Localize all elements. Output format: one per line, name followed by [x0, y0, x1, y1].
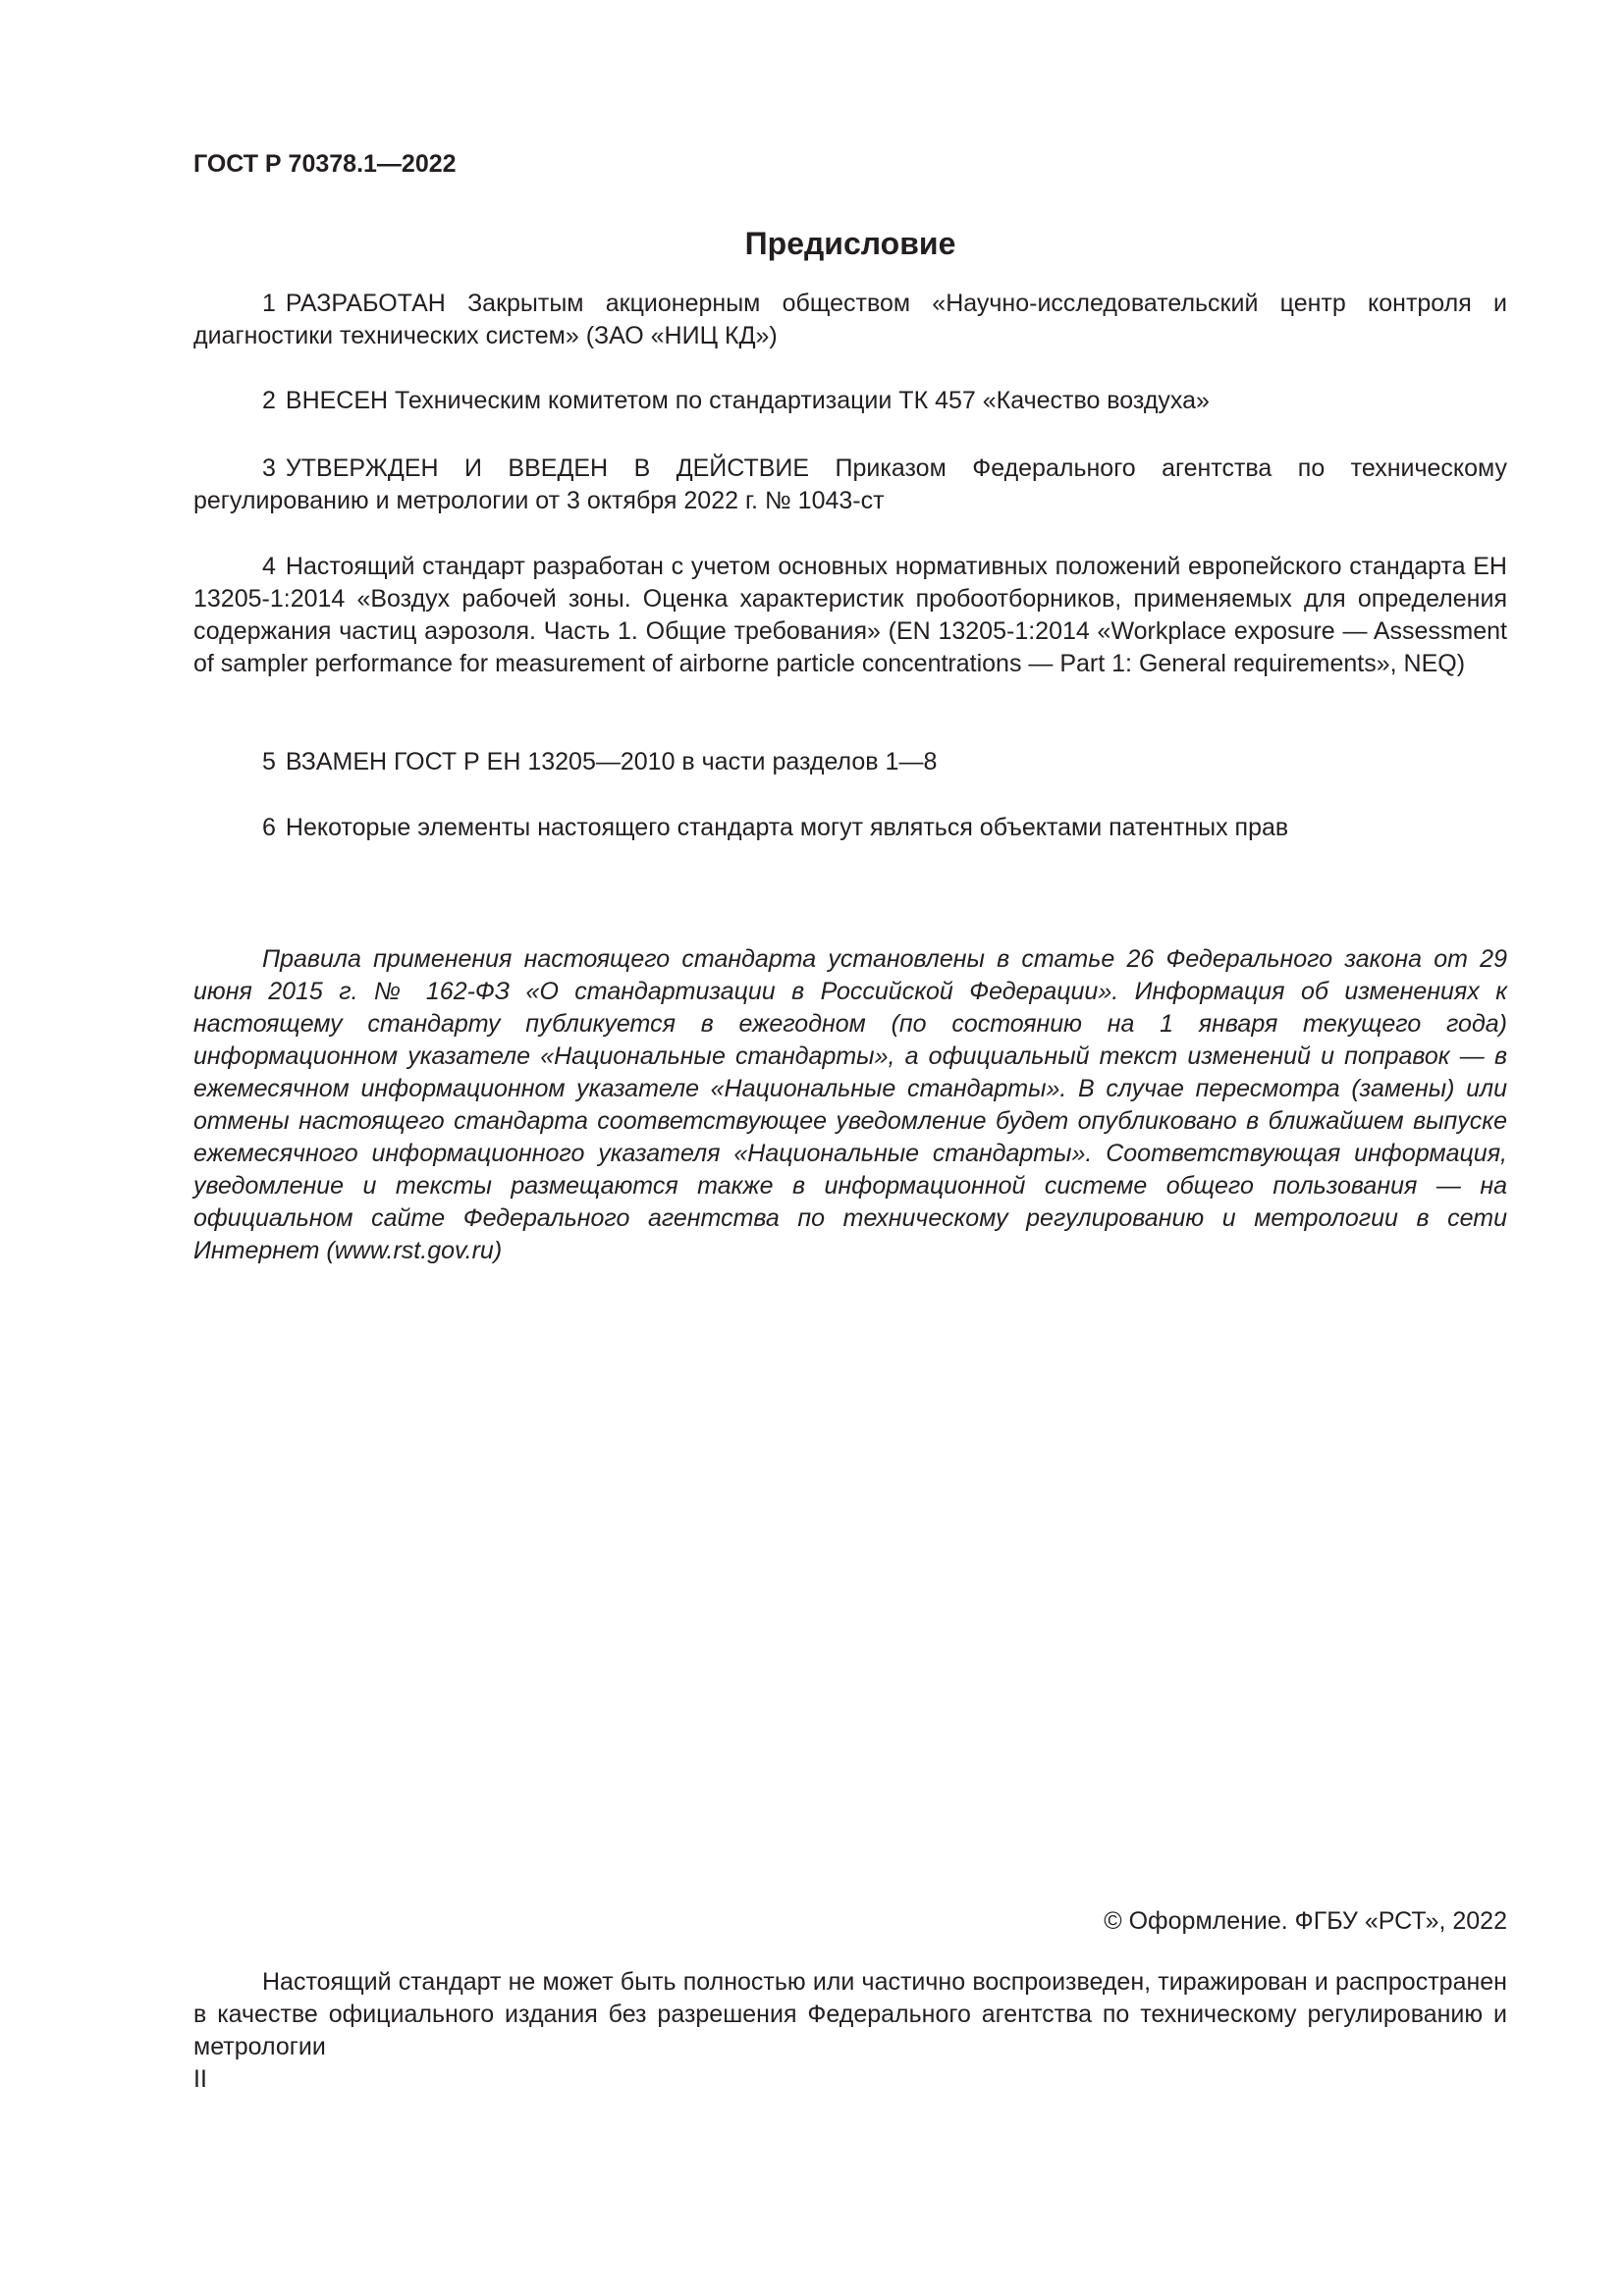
reproduction-notice: Настоящий стандарт не может быть полностью или частично воспроизведен, тиражирован и распространен в качестве официального издания без разрешения Федерального агентства по техническому регулированию и метрологии [193, 1968, 1507, 2060]
item-text: РАЗРАБОТАН Закрытым акционерным обществом «Научно-исследовательский центр контроля и диагностики технических систем» (ЗАО «НИЦ КД») [193, 290, 1507, 349]
item-text: Настоящий стандарт разработан с учетом основных нормативных положений европейского стандарта ЕН 13205-1:2014 «Воздух рабочей зоны. Оценка характеристик пробоотборников, применяемых для определения содержания частиц аэрозоля. Часть 1. Общие требования» (EN 13205-1:2014 «Workplace exposure — Assessment of sampler performance for measurement of airborne particle concentrations — Part 1: General requirements», NEQ) [193, 553, 1507, 677]
page-number: II [193, 2065, 207, 2093]
item-number: 6 [262, 814, 276, 841]
item-text: УТВЕРЖДЕН И ВВЕДЕН В ДЕЙСТВИЕ Приказом Федерального агентства по техническому регулированию и метрологии от 3 октября 2022 г. № 1043-ст [193, 454, 1507, 514]
preface-item-6 [193, 812, 1507, 844]
preface-item-3 [193, 453, 1507, 517]
application-notice: Правила применения настоящего стандарта установлены в статье 26 Федерального закона от 29 июня 2015 г. № 162-ФЗ «О стандартизации в Российской Федерации». Информация об изменениях к настоящему стандарту публикуется в ежегодном (по состоянию на 1 января текущего года) информационном указателе «Национальные стандарты», а официальный текст изменений и поправок — в ежемесячном информационном указателе «Национальные стандарты». В случае пересмотра (замены) или отмены настоящего стандарта соответствующее уведомление будет опубликовано в ближайшем выпуске ежемесячного информационного указателя «Национальные стандарты». Соответствующая информация, уведомление и тексты размещаются также в информационной системе общего пользования — на официальном сайте Федерального агентства по техническому регулированию и метрологии в сети Интернет (www.rst.gov.ru) [193, 945, 1507, 1264]
item-text: ВЗАМЕН ГОСТ Р ЕН 13205—2010 в части разделов 1—8 [285, 748, 938, 775]
standard-id: ГОСТ Р 70378.1—2022 [193, 150, 457, 178]
item-number: 4 [262, 553, 276, 580]
preface-item-2 [193, 385, 1507, 417]
item-number: 3 [262, 454, 276, 482]
item-number: 2 [262, 387, 276, 414]
preface-item-5 [193, 746, 1507, 778]
preface-item-1 [193, 288, 1507, 352]
page-title: Предисловие [744, 226, 956, 261]
preface-item-4 [193, 551, 1507, 680]
copyright-line: © Оформление. ФГБУ «РСТ», 2022 [1104, 1907, 1507, 1935]
item-text: Некоторые элементы настоящего стандарта могут являться объектами патентных прав [285, 814, 1289, 841]
item-number: 1 [262, 290, 276, 317]
item-number: 5 [262, 748, 276, 775]
item-text: ВНЕСЕН Техническим комитетом по стандартизации ТК 457 «Качество воздуха» [285, 387, 1210, 414]
